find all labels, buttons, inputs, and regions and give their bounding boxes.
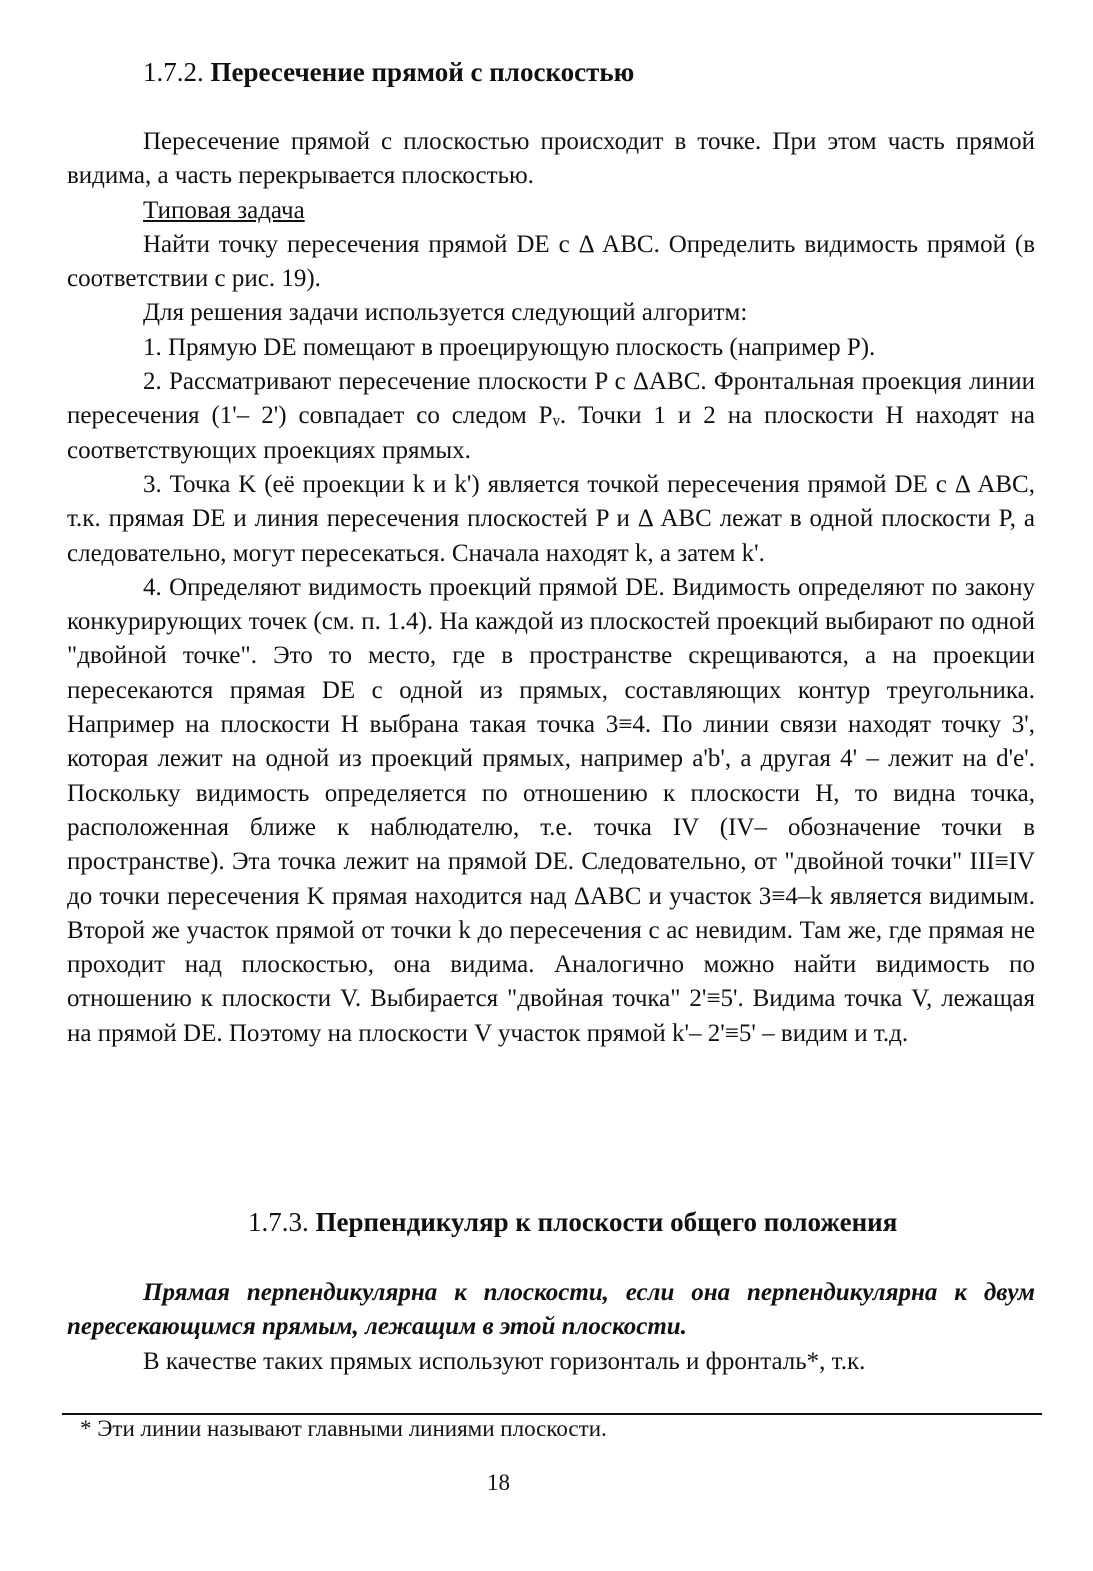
intro-paragraph: Пересечение прямой с плоскостью происходит в точке. При этом часть прямой видима, а часть перекрывается плоскостью. <box>67 128 1035 190</box>
algorithm-step-2: 2. Рассматривают пересечение плоскости P с ΔABC. Фронтальная проекция линии пересечения (1'– 2') совпадает со следом Pᵥ. Точки 1 и 2 на плоскости H находят на соответствующих проекциях прямых. <box>67 368 1035 464</box>
footnote: * Эти линии называют главными линиями плоскости. <box>80 1416 607 1441</box>
section-body-1-7-3 <box>67 1276 1035 1379</box>
section-title: Пересечение прямой с плоскостью <box>210 57 635 87</box>
perpendicular-definition: Прямая перпендикулярна к плоскости, если она перпендикулярна к двум пересекающимся прямым, лежащим в этой плоскости. <box>67 1279 1035 1341</box>
task-statement-paragraph: Найти точку пересечения прямой DE с Δ ABC. Определить видимость прямой (в соответствии с рис. 19). <box>67 230 1035 293</box>
section-number: 1.7.2. <box>143 57 204 87</box>
algorithm-step-3: 3. Точка K (её проекции k и k') является точкой пересечения прямой DE с Δ ABC, т.к. прямая DE и линия пересечения плоскостей P и Δ ABC лежат в одной плоскости P, а следовательно, могут пересекаться. Сначала находят k, а затем k'. <box>67 470 1035 567</box>
section-number: 1.7.3. <box>248 1207 309 1237</box>
section-heading-1-7-3 <box>248 1207 897 1238</box>
footnote-divider <box>62 1413 1042 1415</box>
section-heading-1-7-2 <box>143 57 634 88</box>
typical-task-label: Типовая задача <box>143 196 305 224</box>
lines-used-paragraph: В качестве таких прямых используют горизонталь и фронталь*, т.к. <box>143 1347 866 1375</box>
algorithm-step-4: 4. Определяют видимость проекций прямой DE. Видимость определяют по закону конкурирующих точек (см. п. 1.4). На каждой из плоскостей проекций выбирают по одной "двойной точке". Это то место, где в пространстве скрещиваются, а на проекции пересекаются прямая DE с одной из прямых, составляющих контур треугольника. Например на плоскости H выбрана такая точка 3≡4. По линии связи находят точку 3', которая лежит на одной из проекций прямых, например a'b', а другая 4' – лежит на d'e'. Поскольку видимость определяется по отношению к плоскости H, то видна точка, расположенная ближе к наблюдателю, т.е. точка IV (IV– обозначение точки в пространстве). Эта точка лежит на прямой DE. Следовательно, от "двойной точки" III≡IV до точки пересечения K прямая находится над ΔABC и участок 3≡4–k является видимым. Второй же участок прямой от точки k до пересечения с ac невидим. Там же, где прямая не проходит над плоскостью, она видима. Аналогично можно найти видимость по отношению к плоскости V. Выбирается "двойная точка" 2'≡5'. Видима точка V, лежащая на прямой DE. Поэтому на плоскости V участок прямой k'– 2'≡5' – видим и т.д. <box>67 573 1035 1047</box>
section-title: Перпендикуляр к плоскости общего положения <box>315 1207 898 1237</box>
algorithm-step-1: 1. Прямую DE помещают в проецирующую плоскость (например P). <box>143 333 876 361</box>
section-body-1-7-2 <box>67 125 1035 1051</box>
page-number: 18 <box>487 1470 510 1495</box>
algorithm-intro-paragraph: Для решения задачи используется следующий алгоритм: <box>143 299 748 327</box>
